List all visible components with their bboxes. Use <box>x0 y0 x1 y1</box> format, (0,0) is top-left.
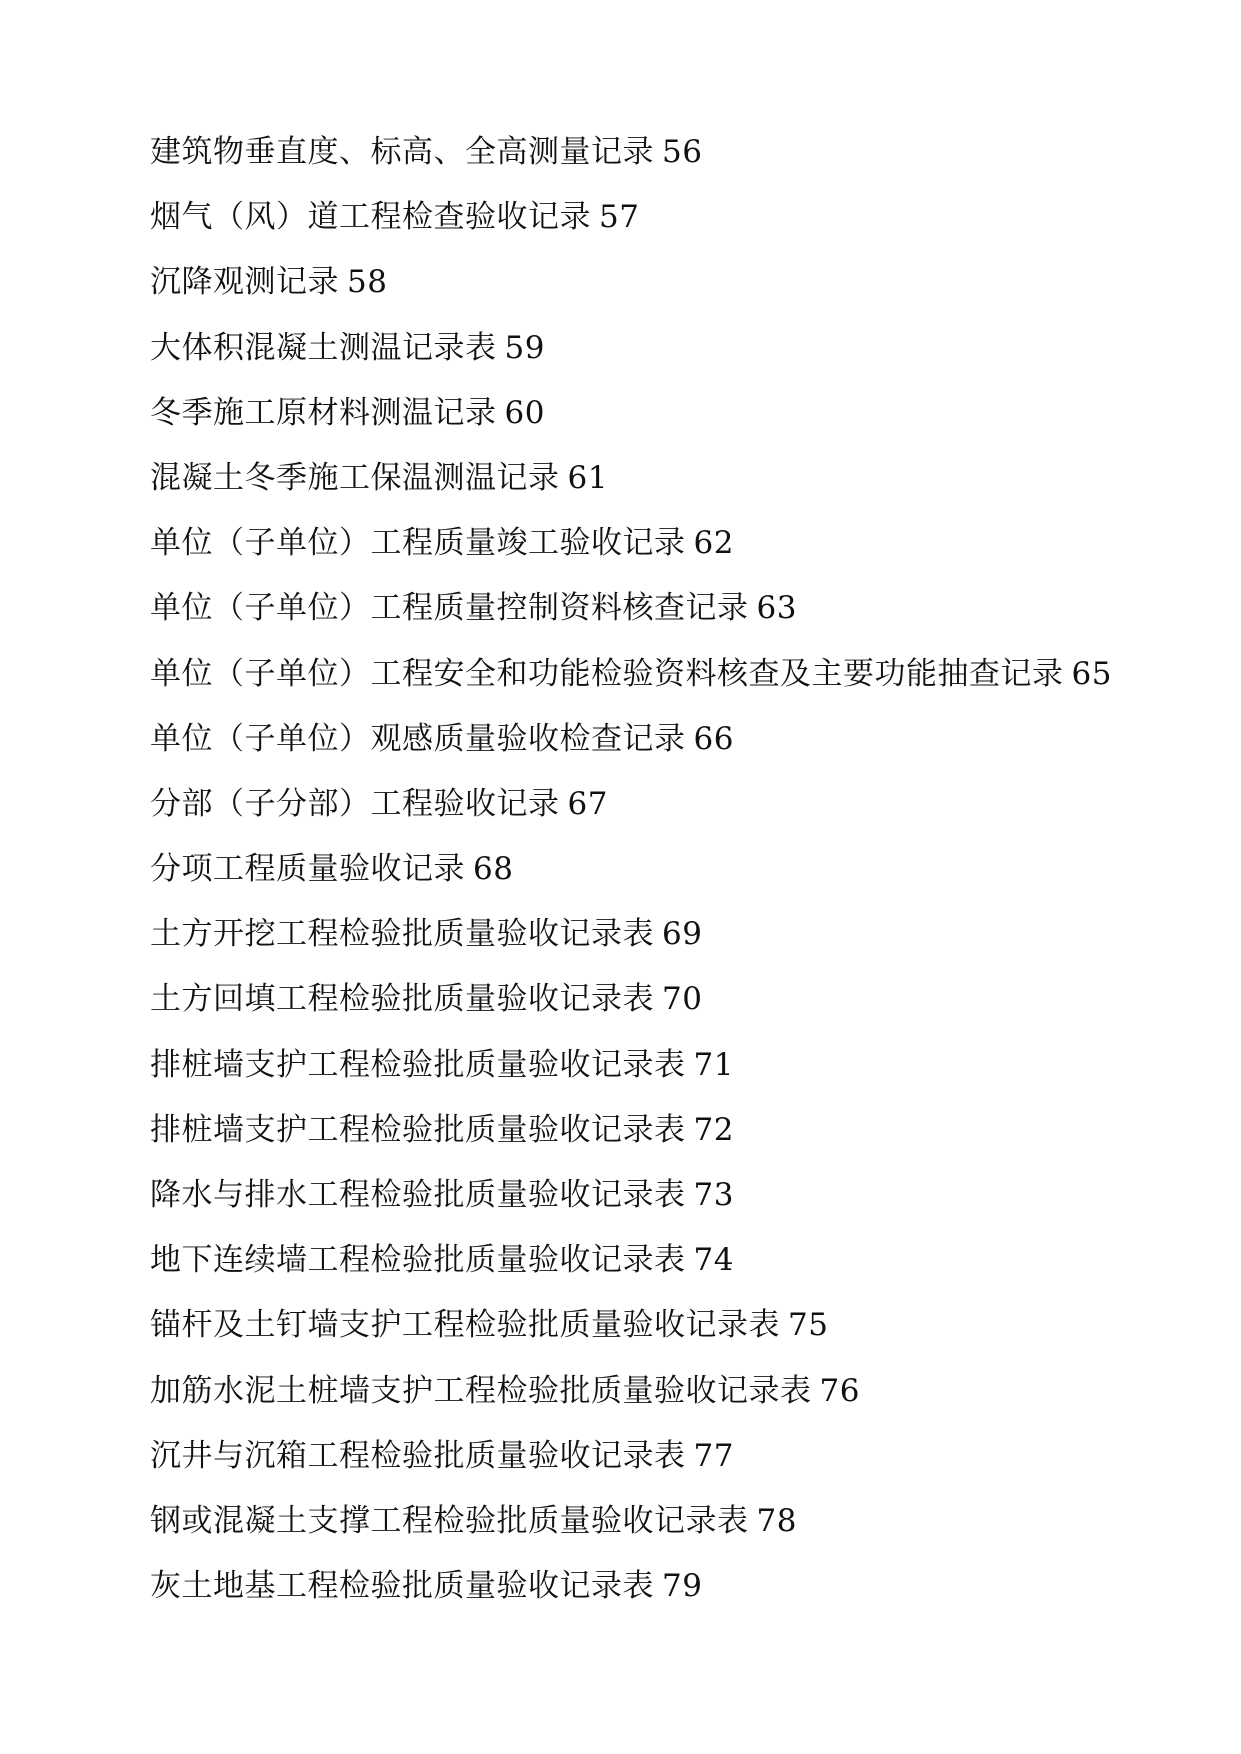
toc-entry-title: 烟气（风）道工程检查验收记录 <box>150 199 591 236</box>
toc-entry-page: 70 <box>662 981 703 1018</box>
toc-entry[interactable] <box>150 1301 1112 1366</box>
toc-entry[interactable] <box>150 519 1112 584</box>
toc-entry-page: 67 <box>567 785 608 822</box>
toc-entry[interactable] <box>150 780 1112 845</box>
toc-entry-title: 钢或混凝土支撑工程检验批质量验收记录表 <box>150 1502 749 1539</box>
toc-entry-title: 土方回填工程检验批质量验收记录表 <box>150 981 654 1018</box>
toc-entry-title: 分部（子分部）工程验收记录 <box>150 785 560 822</box>
toc-entry[interactable] <box>150 1171 1112 1236</box>
toc-entry-title: 土方开挖工程检验批质量验收记录表 <box>150 916 654 953</box>
toc-entry-title: 单位（子单位）工程安全和功能检验资料核查及主要功能抽查记录 <box>150 655 1064 692</box>
toc-entry-title: 大体积混凝土测温记录表 <box>150 329 497 366</box>
toc-entry-page: 69 <box>662 916 703 953</box>
toc-entry[interactable] <box>150 845 1112 910</box>
toc-entry-title: 排桩墙支护工程检验批质量验收记录表 <box>150 1046 686 1083</box>
toc-entry-page: 71 <box>693 1046 734 1083</box>
toc-entry-title: 单位（子单位）工程质量控制资料核查记录 <box>150 590 749 627</box>
toc-entry-title: 灰土地基工程检验批质量验收记录表 <box>150 1568 654 1605</box>
toc-entry-page: 63 <box>756 590 797 627</box>
toc-entry[interactable] <box>150 1041 1112 1106</box>
toc-entry-page: 78 <box>756 1502 797 1539</box>
toc-entry-title: 冬季施工原材料测温记录 <box>150 394 497 431</box>
toc-entry-page: 74 <box>693 1242 734 1279</box>
toc-entry[interactable] <box>150 1562 1112 1627</box>
toc-entry-page: 58 <box>347 264 388 301</box>
toc-entry-page: 56 <box>662 134 703 170</box>
toc-entry-page: 62 <box>693 525 734 562</box>
toc-entry[interactable] <box>150 1497 1112 1562</box>
toc-entry[interactable] <box>150 324 1112 389</box>
toc-entry-title: 混凝土冬季施工保温测温记录 <box>150 459 560 496</box>
toc-entry-page: 79 <box>662 1568 703 1605</box>
toc-entry[interactable] <box>150 1367 1112 1432</box>
toc-entry-title: 单位（子单位）观感质量验收检查记录 <box>150 720 686 757</box>
toc-entry-page: 66 <box>693 720 734 757</box>
toc-entry-title: 排桩墙支护工程检验批质量验收记录表 <box>150 1111 686 1148</box>
toc-entry-page: 73 <box>693 1177 734 1213</box>
toc-entry[interactable] <box>150 1236 1112 1301</box>
table-of-contents <box>150 128 1112 1627</box>
toc-entry-title: 单位（子单位）工程质量竣工验收记录 <box>150 525 686 562</box>
toc-entry-page: 75 <box>788 1307 829 1344</box>
toc-entry[interactable] <box>150 910 1112 975</box>
toc-entry-page: 59 <box>504 329 545 366</box>
toc-entry-title: 降水与排水工程检验批质量验收记录表 <box>150 1177 686 1213</box>
toc-entry-page: 72 <box>693 1111 734 1148</box>
toc-entry-title: 沉降观测记录 <box>150 264 339 301</box>
toc-entry-page: 68 <box>473 851 514 888</box>
toc-entry[interactable] <box>150 258 1112 323</box>
toc-entry[interactable] <box>150 975 1112 1040</box>
toc-entry-title: 分项工程质量验收记录 <box>150 851 465 888</box>
toc-entry-title: 沉井与沉箱工程检验批质量验收记录表 <box>150 1437 686 1474</box>
toc-entry-page: 57 <box>599 199 640 236</box>
toc-entry-page: 65 <box>1071 655 1112 692</box>
toc-entry[interactable] <box>150 1106 1112 1171</box>
toc-entry[interactable] <box>150 650 1112 715</box>
toc-entry-page: 77 <box>693 1437 734 1474</box>
toc-entry[interactable] <box>150 584 1112 649</box>
toc-entry[interactable] <box>150 715 1112 780</box>
toc-entry-page: 60 <box>504 394 545 431</box>
toc-entry-title: 加筋水泥土桩墙支护工程检验批质量验收记录表 <box>150 1372 812 1409</box>
toc-entry[interactable] <box>150 389 1112 454</box>
toc-entry[interactable] <box>150 454 1112 519</box>
toc-entry[interactable] <box>150 1432 1112 1497</box>
toc-entry-title: 锚杆及土钉墙支护工程检验批质量验收记录表 <box>150 1307 780 1344</box>
toc-entry-page: 61 <box>567 459 608 496</box>
toc-entry-title: 地下连续墙工程检验批质量验收记录表 <box>150 1242 686 1279</box>
toc-entry-title: 建筑物垂直度、标高、全高测量记录 <box>150 134 654 170</box>
toc-entry[interactable] <box>150 128 1112 193</box>
toc-entry[interactable] <box>150 193 1112 258</box>
toc-entry-page: 76 <box>819 1372 860 1409</box>
